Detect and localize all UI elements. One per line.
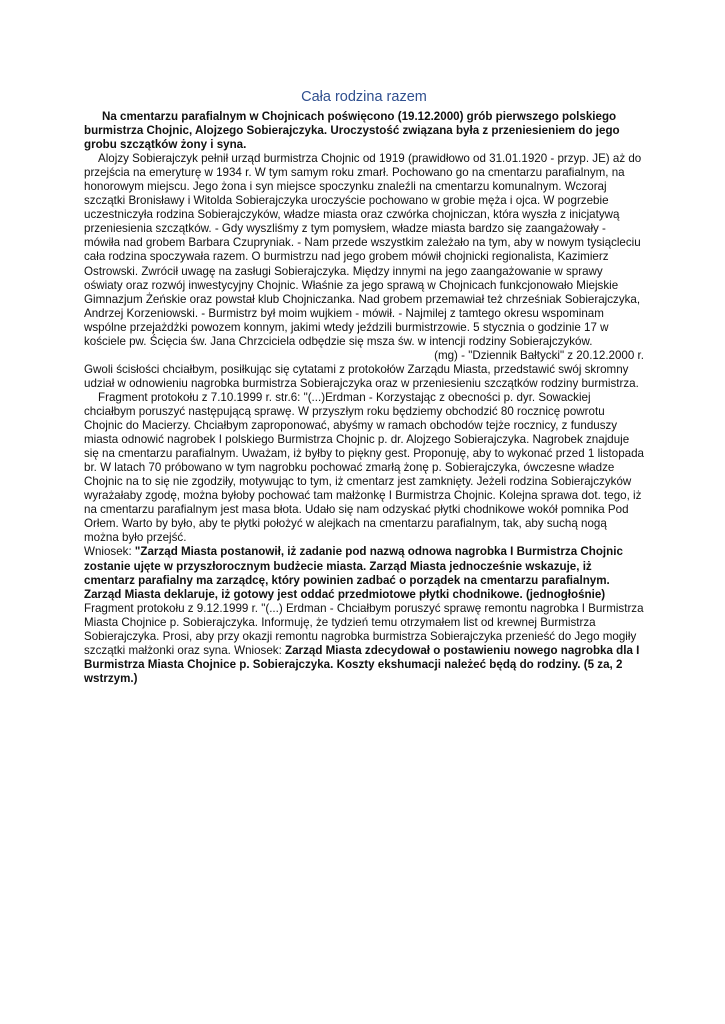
article-lead: Na cmentarzu parafialnym w Chojnicach poświęcono (19.12.2000) grób pierwszego polskiego burmistrza Chojnic, Alojzego Sobierajczyka. Uroczystość związana była z przeniesieniem do jego grobu szczątków żony i syna. bbox=[84, 110, 620, 152]
author-intro: Gwoli ścisłości chciałbym, posiłkując się cytatami z protokołów Zarządu Miasta, przedstawić swój skromny udział w odnowieniu nagrobka burmistrza Sobierajczyka oraz w przeniesieniu szczątków rodziny burmistrza. bbox=[84, 362, 639, 390]
document-title: Cała rodzina razem bbox=[301, 89, 427, 105]
conclusion-2-text: Zarząd Miasta zdecydował o postawieniu nowego nagrobka dla I Burmistrza Miasta Chojnice p. Sobierajczyka. Koszty ekshumacji należeć będą do rodziny. (5 za, 2 wstrzym.) bbox=[84, 643, 640, 685]
document-page bbox=[84, 88, 644, 686]
conclusion-1 bbox=[84, 545, 644, 601]
conclusion-1-text: "Zarząd Miasta postanowił, iż zadanie pod nazwą odnowa nagrobka I Burmistrza Chojnic zostanie ujęte w przyszłorocznym budżecie miasta. Zarząd Miasta jednocześnie wskazuje, iż cmentarz parafialny ma zarządcę, który powinien zadbać o porządek na cmentarzu parafialnym. Zarząd Miasta deklaruje, iż gotowy jest oddać przedmiotowe płytki chodnikowe. (jednogłośnie) bbox=[84, 545, 623, 601]
protocol-fragment-2 bbox=[84, 602, 644, 686]
protocol-fragment-2-text: Fragment protokołu z 9.12.1999 r. "(...) Erdman - Chciałbym poruszyć sprawę remontu nagrobka I Burmistrza Miasta Chojnice p. Sobierajczyka. Informuję, że tydzień temu otrzymałem list od krewnej Burmistrza Sobierajczyka. Prosi, aby przy okazji remontu nagrobka burmistrza Sobierajczyka przenieść do Jego mogiły szczątki małżonki oraz syna. Wniosek: bbox=[84, 601, 644, 657]
conclusion-1-label: Wniosek: bbox=[84, 545, 135, 559]
protocol-fragment-1: Fragment protokołu z 7.10.1999 r. str.6: "(...)Erdman - Korzystając z obecności p. dyr. Sowackiej chciałbym poruszyć następującą sprawę. W przyszłym roku będziemy obchodzić 80 rocznicę powrotu Chojnic do Macierzy. Chciałbym zaproponować, abyśmy w ramach obchodów tejże rocznicy, z funduszy miasta odnowić nagrobek I polskiego Burmistrza Chojnic p. dr. Alojzego Sobierajczyka. Nagrobek znajduje się na cmentarzu parafialnym. Uważam, iż byłby to piękny gest. Proponuję, aby to wykonać przed 1 listopada br. W latach 70 próbowano w tym nagrobku pochować zmarłą żonę p. Sobierajczyka, ówczesne władze Chojnic na to się nie zgodziły, motywując to tym, iż cmentarz jest zamknięty. Jeżeli rodzina Sobierajczyków wyrażałaby zgodę, można byłoby pochować tam małżonkę I Burmistrza Chojnic. Kolejna sprawa dot. tego, iż na cmentarzu parafialnym jest masa błota. Udało się nam odzyskać płytki chodnikowe wokół pomnika Pod Orłem. Warto by było, aby te płytki położyć w alejkach na cmentarzu parafialnym, tak, aby suchą nogą można było przejść. bbox=[84, 390, 645, 545]
article-source: (mg) - "Dziennik Bałtycki" z 20.12.2000 r. bbox=[434, 348, 644, 362]
article-body: Alojzy Sobierajczyk pełnił urząd burmistrza Chojnic od 1919 (prawidłowo od 31.01.1920 - przyp. JE) aż do przejścia na emeryturę w 1934 r. W tym samym roku zmarł. Pochowano go na cmentarzu parafialnym, na honorowym miejscu. Jego żona i syn miejsce spoczynku znaleźli na cmentarzu komunalnym. Wczoraj szczątki Bronisławy i Witolda Sobierajczyka uroczyście pochowano w grobie męża i ojca. W pogrzebie uczestniczyła rodzina Sobierajczyków, władze miasta oraz czwórka chojniczan, która wyszła z inicjatywą przeniesienia szczątków. - Gdy wyszliśmy z tym pomysłem, władze miasta bardzo się zaangażowały - mówiła nad grobem Barbara Czupryniak. - Nam przede wszystkim zależało na tym, aby w nowym tysiącleciu cała rodzina spoczywała razem. O burmistrzu nad jego grobem mówił chojnicki regionalista, Kazimierz Ostrowski. Zwrócił uwagę na zasługi Sobierajczyka. Między innymi na jego zaangażowanie w sprawy oświaty oraz rozwój inwestycyjny Chojnic. Właśnie za jego sprawą w Chojnicach funkcjonowało Miejskie Gimnazjum Żeńskie oraz powstał klub Chojniczanka. Nad grobem przemawiał też chrześniak Sobierajczyka, Andrzej Korzeniowski. - Burmistrz był moim wujkiem - mówił. - Najmilej z tamtego okresu wspominam wspólne przejażdżki powozem konnym, jakimi wtedy jeździli burmistrzowie. 5 stycznia o godzinie 17 w kościele pw. Ścięcia św. Jana Chrzciciela odbędzie się msza św. w intencji rodziny Sobierajczyków. bbox=[84, 152, 642, 348]
